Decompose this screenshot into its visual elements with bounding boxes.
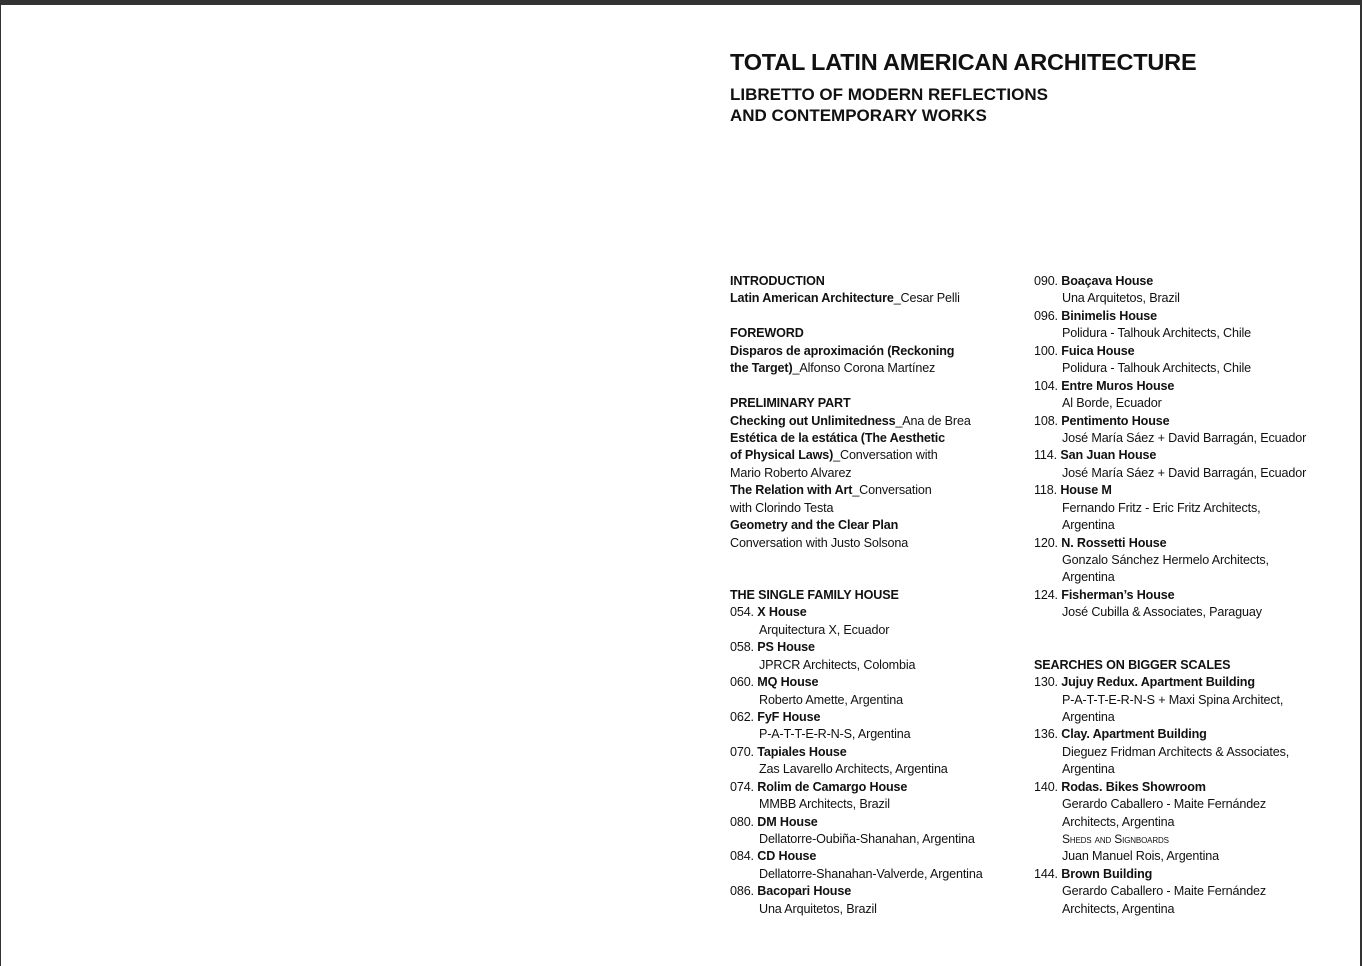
entry-credit: Gonzalo Sánchez Hermelo Architects, (1062, 553, 1269, 567)
entry-title: Checking out Unlimitedness (730, 413, 896, 428)
toc-entry (730, 447, 1020, 464)
toc-entry (1034, 779, 1334, 796)
entry-title: PS House (757, 640, 815, 655)
entry-page-number: 136. (1034, 727, 1058, 742)
entry-title: N. Rossetti House (1061, 535, 1167, 550)
entry-title: Rolim de Camargo House (757, 779, 908, 794)
toc-entry (730, 814, 1020, 831)
entry-credit: Gerardo Caballero - Maite Fernández (1062, 884, 1267, 899)
toc-entry (730, 360, 1020, 377)
toc-entry (730, 482, 1020, 499)
toc-entry (1034, 447, 1334, 464)
entry-credit: José Cubilla & Associates, Paraguay (1062, 605, 1262, 620)
entry-title: FyF House (757, 709, 821, 724)
entry-credit: Zas Lavarello Architects, Argentina (759, 762, 948, 777)
entry-credit: Argentina (1062, 709, 1115, 724)
book-title: TOTAL LATIN AMERICAN ARCHITECTURE (730, 49, 1197, 75)
toc-entry (1034, 308, 1334, 325)
entry-credit: Una Arquitetos, Brazil (1062, 291, 1180, 306)
entry-page-number: 086. (730, 884, 754, 899)
entry-title: The Relation with Art (730, 483, 853, 498)
entry-credit: Argentina (1062, 518, 1115, 533)
entry-page-number: 100. (1034, 343, 1058, 358)
entry-credit: P-A-T-T-E-R-N-S, Argentina (759, 727, 911, 742)
window-left-border (0, 0, 1, 966)
toc-entry (1034, 535, 1334, 552)
entry-author: with Clorindo Testa (730, 500, 834, 515)
book-subtitle (730, 84, 1048, 126)
entry-title: Entre Muros House (1061, 378, 1175, 393)
entry-credit: Dellatorre-Oubiña-Shanahan, Argentina (759, 832, 975, 847)
toc-entry (1034, 674, 1334, 691)
entry-page-number: 058. (730, 640, 754, 655)
entry-title: Boaçava House (1061, 274, 1154, 288)
entry-page-number: 130. (1034, 675, 1058, 690)
entry-title: Latin American Architecture (730, 291, 894, 306)
section-heading-introduction: INTRODUCTION (730, 274, 825, 288)
entry-author: _Ana de Brea (895, 413, 971, 428)
entry-author: _Alfonso Corona Martínez (792, 361, 936, 376)
toc-entry (730, 413, 1020, 430)
entry-page-number: 062. (730, 709, 754, 724)
entry-title: CD House (757, 849, 817, 864)
entry-title: Fuica House (1061, 343, 1135, 358)
entry-credit: Polidura - Talhouk Architects, Chile (1062, 326, 1251, 341)
toc-entry (1034, 273, 1334, 290)
entry-credit: Argentina (1062, 570, 1115, 585)
entry-page-number: 144. (1034, 866, 1058, 881)
entry-page-number: 120. (1034, 535, 1058, 550)
entry-page-number: 060. (730, 675, 754, 690)
entry-title: Fisherman’s House (1061, 587, 1175, 602)
entry-page-number: 114. (1034, 448, 1057, 463)
entry-credit: Al Borde, Ecuador (1062, 396, 1162, 411)
entry-title: Rodas. Bikes Showroom (1061, 779, 1206, 794)
entry-title: X House (757, 605, 807, 620)
entry-credit: Dieguez Fridman Architects & Associates, (1062, 744, 1290, 759)
entry-title: Estética de la estática (The Aesthetic (730, 430, 946, 445)
entry-title: Tapiales House (757, 744, 847, 759)
entry-title: MQ House (757, 675, 819, 690)
entry-page-number: 084. (730, 849, 754, 864)
entry-title: Geometry and the Clear Plan (730, 518, 899, 533)
entry-page-number: 104. (1034, 378, 1058, 393)
toc-entry (730, 604, 1020, 621)
toc-entry (1034, 866, 1334, 883)
section-heading-single-family: THE SINGLE FAMILY HOUSE (730, 587, 899, 602)
entry-credit: Argentina (1062, 762, 1115, 777)
toc-entry (730, 744, 1020, 761)
entry-subsection: Sheds and Signboards (1062, 832, 1169, 847)
section-heading-bigger-scales: SEARCHES ON BIGGER SCALES (1034, 657, 1231, 672)
toc-right-column (1034, 273, 1334, 918)
entry-page-number: 140. (1034, 779, 1058, 794)
entry-title: DM House (757, 814, 818, 829)
entry-credit: Fernando Fritz - Eric Fritz Architects, (1062, 500, 1261, 515)
entry-credit: P-A-T-T-E-R-N-S + Maxi Spina Architect, (1062, 692, 1284, 707)
entry-page-number: 080. (730, 814, 754, 829)
toc-entry (730, 639, 1020, 656)
entry-title: Brown Building (1061, 866, 1153, 881)
toc-entry (1034, 343, 1334, 360)
entry-title: Clay. Apartment Building (1061, 727, 1207, 742)
entry-credit: José María Sáez + David Barragán, Ecuador (1062, 430, 1307, 445)
entry-title: Disparos de aproximación (Reckoning (730, 343, 955, 358)
toc-entry (730, 848, 1020, 865)
toc-entry (730, 674, 1020, 691)
section-heading-foreword: FOREWORD (730, 326, 804, 341)
section-heading-preliminary: PRELIMINARY PART (730, 396, 851, 411)
toc-entry (1034, 413, 1334, 430)
toc-entry (1034, 482, 1334, 499)
toc-entry (730, 779, 1020, 796)
entry-author: _Conversation (852, 483, 932, 498)
entry-author: _Conversation with (833, 448, 938, 463)
entry-title: Jujuy Redux. Apartment Building (1061, 675, 1255, 690)
entry-credit: Gerardo Caballero - Maite Fernández (1062, 797, 1267, 812)
entry-credit: Architects, Argentina (1062, 814, 1175, 829)
entry-title: of Physical Laws) (730, 448, 834, 463)
entry-author: _Cesar Pelli (893, 291, 960, 306)
entry-page-number: 090. (1034, 274, 1058, 288)
entry-title: Pentimento House (1061, 413, 1170, 428)
entry-title: House M (1060, 483, 1112, 498)
entry-title: Bacopari House (757, 884, 852, 899)
entry-credit: Arquitectura X, Ecuador (759, 622, 890, 637)
entry-page-number: 070. (730, 744, 754, 759)
entry-credit: Una Arquitetos, Brazil (759, 901, 877, 916)
entry-credit: José María Sáez + David Barragán, Ecuador (1062, 465, 1307, 480)
toc-left-column (730, 273, 1020, 918)
toc-entry (730, 290, 1020, 307)
entry-credit: Polidura - Talhouk Architects, Chile (1062, 361, 1251, 376)
subtitle-line: AND CONTEMPORARY WORKS (730, 106, 987, 125)
entry-credit: Roberto Amette, Argentina (759, 692, 903, 707)
entry-credit: JPRCR Architects, Colombia (759, 657, 916, 672)
toc-entry (1034, 378, 1334, 395)
single-family-entries-continued (1034, 273, 1334, 622)
entry-subsection-credit: Juan Manuel Rois, Argentina (1062, 849, 1219, 864)
single-family-entries (730, 604, 1020, 918)
entry-credit: Architects, Argentina (1062, 901, 1175, 916)
entry-page-number: 096. (1034, 308, 1058, 323)
entry-page-number: 108. (1034, 413, 1058, 428)
bigger-scales-entries (1034, 674, 1334, 918)
entry-page-number: 054. (730, 605, 754, 620)
window-top-border (0, 0, 1362, 5)
entry-page-number: 118. (1034, 483, 1057, 498)
entry-page-number: 124. (1034, 587, 1058, 602)
toc-entry (1034, 726, 1334, 743)
toc-entry (1034, 587, 1334, 604)
entry-credit: Dellatorre-Shanahan-Valverde, Argentina (759, 866, 983, 881)
toc-entry (730, 709, 1020, 726)
entry-credit: MMBB Architects, Brazil (759, 797, 890, 812)
entry-page-number: 074. (730, 779, 754, 794)
entry-title: the Target) (730, 361, 793, 376)
entry-author: Conversation with Justo Solsona (730, 535, 909, 550)
entry-title: San Juan House (1060, 448, 1157, 463)
subtitle-line: LIBRETTO OF MODERN REFLECTIONS (730, 85, 1048, 104)
toc-entry (730, 883, 1020, 900)
entry-title: Binimelis House (1061, 308, 1158, 323)
entry-author: Mario Roberto Alvarez (730, 465, 852, 480)
